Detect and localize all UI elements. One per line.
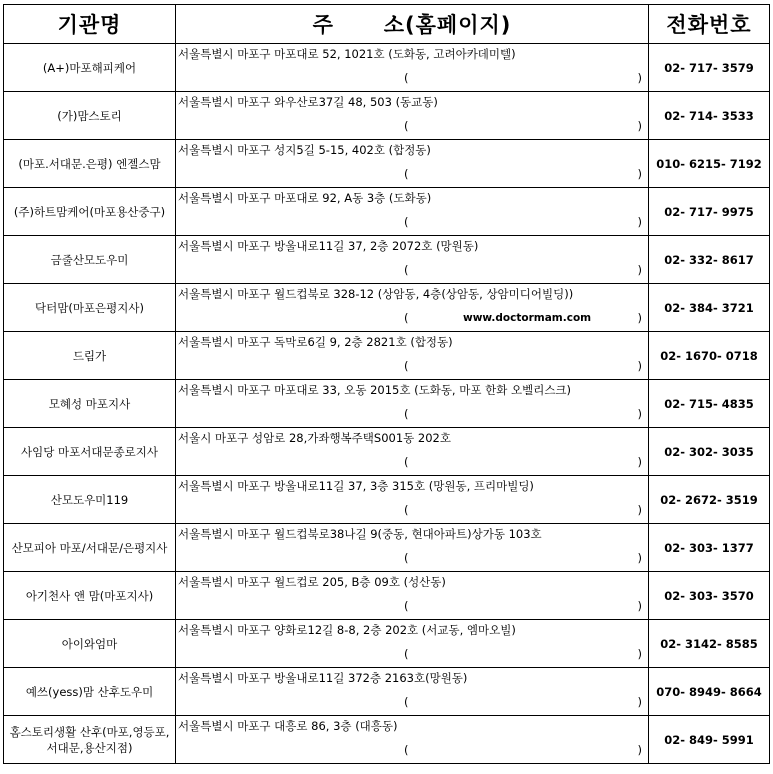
agency-phone: 02- 717- 9975: [649, 188, 770, 236]
agency-address-cell: [176, 284, 649, 332]
homepage-close-paren: ): [637, 167, 642, 181]
agency-name: 아기천사 앤 맘(마포지사): [4, 572, 176, 620]
table-row: [4, 428, 770, 476]
homepage-open-paren: (: [404, 263, 409, 277]
agency-name: (A+)마포해피케어: [4, 44, 176, 92]
homepage-close-paren: ): [637, 215, 642, 229]
homepage-close-paren: ): [637, 503, 642, 517]
homepage-line: [178, 163, 646, 185]
homepage-line: [178, 67, 646, 89]
table-row: [4, 524, 770, 572]
agency-address: 서울특별시 마포구 성지5길 5-15, 402호 (합정동): [178, 143, 431, 157]
homepage-open-paren: (: [404, 407, 409, 421]
homepage-open-paren: (: [404, 503, 409, 517]
agency-phone: 070- 8949- 8664: [649, 668, 770, 716]
agency-address: 서울특별시 마포구 월드컵북로38나길 9(중동, 현대아파트)상가동 103호: [178, 527, 542, 541]
header-phone: 전화번호: [649, 5, 770, 44]
homepage-line: [178, 499, 646, 521]
agency-name: 금줄산모도우미: [4, 236, 176, 284]
homepage-open-paren: (: [404, 215, 409, 229]
agency-table: [3, 4, 770, 764]
homepage-close-paren: ): [637, 647, 642, 661]
agency-phone: 02- 1670- 0718: [649, 332, 770, 380]
agency-address: 서울특별시 마포구 마포대로 33, 오동 2015호 (도화동, 마포 한화 오벨리스크): [178, 383, 572, 397]
agency-address-cell: [176, 668, 649, 716]
agency-address: 서울특별시 마포구 방울내로11길 37, 2층 2072호 (망원동): [178, 239, 479, 253]
homepage-line: [178, 595, 646, 617]
homepage-open-paren: (: [404, 455, 409, 469]
agency-address: 서울특별시 마포구 와우산로37길 48, 503 (동교동): [178, 95, 438, 109]
homepage-close-paren: ): [637, 311, 642, 325]
agency-name: 모혜성 마포지사: [4, 380, 176, 428]
homepage-open-paren: (: [404, 359, 409, 373]
agency-address: 서울특별시 마포구 마포대로 52, 1021호 (도화동, 고려아카데미텔): [178, 47, 516, 61]
homepage-close-paren: ): [637, 407, 642, 421]
agency-name: 산모피아 마포/서대문/은평지사: [4, 524, 176, 572]
agency-address-cell: [176, 236, 649, 284]
agency-name: 아이와엄마: [4, 620, 176, 668]
homepage-line: [178, 691, 646, 713]
homepage-close-paren: ): [637, 743, 642, 757]
agency-address-cell: [176, 476, 649, 524]
header-address: 주 소(홈페이지): [176, 5, 649, 44]
homepage-open-paren: (: [404, 167, 409, 181]
agency-address: 서울특별시 마포구 월드컵로 205, B층 09호 (성산동): [178, 575, 446, 589]
agency-name: (주)하트맘케어(마포용산중구): [4, 188, 176, 236]
homepage-close-paren: ): [637, 119, 642, 133]
table-row: [4, 44, 770, 92]
agency-phone: 02- 717- 3579: [649, 44, 770, 92]
agency-address-cell: [176, 716, 649, 764]
agency-name: 드림가: [4, 332, 176, 380]
table-row: [4, 380, 770, 428]
table-row: [4, 188, 770, 236]
agency-phone: 02- 303- 3570: [649, 572, 770, 620]
homepage-close-paren: ): [637, 599, 642, 613]
agency-phone: 02- 3142- 8585: [649, 620, 770, 668]
header-row: [4, 5, 770, 44]
homepage-line: [178, 739, 646, 761]
agency-phone: 02- 384- 3721: [649, 284, 770, 332]
agency-address-cell: [176, 140, 649, 188]
agency-phone: 02- 714- 3533: [649, 92, 770, 140]
table-row: [4, 668, 770, 716]
agency-phone: 010- 6215- 7192: [649, 140, 770, 188]
agency-name: 홈스토리생활 산후(마포,영등포,서대문,용산지점): [4, 716, 176, 764]
agency-phone: 02- 332- 8617: [649, 236, 770, 284]
homepage-open-paren: (: [404, 119, 409, 133]
agency-name: 산모도우미119: [4, 476, 176, 524]
agency-address: 서울특별시 마포구 대흥로 86, 3층 (대흥동): [178, 719, 398, 733]
agency-address: 서울특별시 마포구 방울내로11길 372층 2163호(망원동): [178, 671, 468, 685]
agency-address-cell: [176, 620, 649, 668]
homepage-open-paren: (: [404, 599, 409, 613]
homepage-open-paren: (: [404, 71, 409, 85]
agency-address: 서울특별시 마포구 양화로12길 8-8, 2층 202호 (서교동, 엠마오빌): [178, 623, 516, 637]
agency-phone: 02- 849- 5991: [649, 716, 770, 764]
homepage-line: [178, 211, 646, 233]
homepage-open-paren: (: [404, 695, 409, 709]
agency-name: 닥터맘(마포은평지사): [4, 284, 176, 332]
homepage-line: [178, 403, 646, 425]
agency-phone: 02- 715- 4835: [649, 380, 770, 428]
homepage-line: [178, 547, 646, 569]
agency-address-cell: [176, 92, 649, 140]
table-row: [4, 572, 770, 620]
table-row: [4, 476, 770, 524]
homepage-line: [178, 451, 646, 473]
homepage-close-paren: ): [637, 359, 642, 373]
table-row: [4, 140, 770, 188]
table-row: [4, 92, 770, 140]
homepage-line: [178, 643, 646, 665]
agency-address: 서울특별시 마포구 마포대로 92, A동 3층 (도화동): [178, 191, 432, 205]
table-row: [4, 716, 770, 764]
homepage-close-paren: ): [637, 551, 642, 565]
homepage-open-paren: (: [404, 647, 409, 661]
agency-phone: 02- 2672- 3519: [649, 476, 770, 524]
table-row: [4, 236, 770, 284]
agency-phone: 02- 303- 1377: [649, 524, 770, 572]
agency-address-cell: [176, 188, 649, 236]
agency-phone: 02- 302- 3035: [649, 428, 770, 476]
agency-address: 서울특별시 마포구 월드컵북로 328-12 (상암동, 4층(상암동, 상암미디어빌딩)): [178, 287, 574, 301]
agency-address-cell: [176, 44, 649, 92]
table-row: [4, 620, 770, 668]
homepage-line: [178, 115, 646, 137]
homepage-line: [178, 259, 646, 281]
agency-address-cell: [176, 428, 649, 476]
agency-address: 서울시 마포구 성암로 28,가좌행복주택S001동 202호: [178, 431, 451, 445]
homepage-line: [178, 307, 646, 329]
homepage-line: [178, 355, 646, 377]
homepage-close-paren: ): [637, 71, 642, 85]
agency-address-cell: [176, 332, 649, 380]
homepage-close-paren: ): [637, 263, 642, 277]
header-name: 기관명: [4, 5, 176, 44]
agency-name: (마포.서대문.은평) 엔젤스맘: [4, 140, 176, 188]
agency-name: (가)맘스토리: [4, 92, 176, 140]
agency-name: 사임당 마포서대문종로지사: [4, 428, 176, 476]
agency-address: 서울특별시 마포구 독막로6길 9, 2층 2821호 (합정동): [178, 335, 453, 349]
homepage-open-paren: (: [404, 551, 409, 565]
agency-address-cell: [176, 572, 649, 620]
table-row: [4, 332, 770, 380]
homepage-open-paren: (: [404, 311, 409, 325]
homepage-close-paren: ): [637, 455, 642, 469]
agency-address-cell: [176, 380, 649, 428]
homepage-link[interactable]: www.doctormam.com: [463, 312, 592, 324]
agency-address: 서울특별시 마포구 방울내로11길 37, 3층 315호 (망원동, 프리마빌딩): [178, 479, 534, 493]
homepage-close-paren: ): [637, 695, 642, 709]
agency-address-cell: [176, 524, 649, 572]
agency-name: 예쓰(yess)맘 산후도우미: [4, 668, 176, 716]
homepage-open-paren: (: [404, 743, 409, 757]
table-row: [4, 284, 770, 332]
